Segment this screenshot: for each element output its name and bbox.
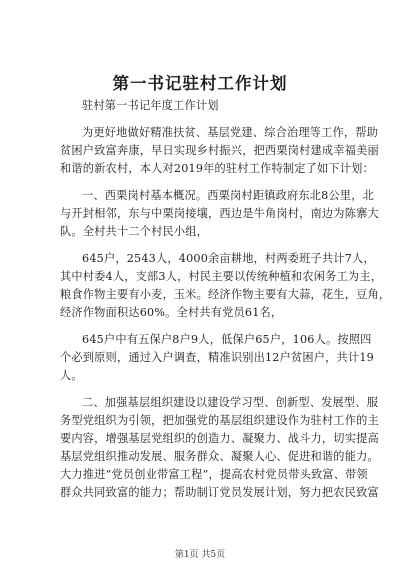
paragraph-line: 队。全村共十二个村民小组， [60,225,209,238]
paragraph-line: 645户中有五保户8户9人，低保户65户，106人。按照四 [82,333,372,346]
document-body [60,97,391,502]
paragraph-line: 人。 [60,369,83,382]
paragraph-line: 要内容，增强基层党组织的创造力、凝聚力、战斗力，切实提高 [60,432,379,445]
paragraph-line: 二、加强基层组织建设以建设学习型、创新型、发展型、服 [82,396,379,409]
paragraph-line: 粮食作物主要有小麦，玉米。经济作物主要有大蒜，花生，豆角， [60,288,391,301]
paragraph-line: 个必到原则，通过入户调查，精准识别出12户贫困户，共计19 [60,351,374,364]
document-title: 第一书记驻村工作计划 [112,74,288,93]
paragraph-line: 645户，2543人，4000余亩耕地，村两委班子共计7人， [82,252,375,265]
paragraph-line: 大力推进“党员创业带富工程”，提高农村党员带头致富、带领 [60,468,368,481]
paragraph-line: 一、西栗岗村基本概况。西栗岗村距镇政府东北8公里，北 [82,189,375,202]
paragraph-line: 其中村委4人，支部3人，村民主要以传统种植和农闲务工为主， [60,270,383,283]
paragraph-line: 贫困户致富奔康，早日实现乡村振兴，把西栗岗村建成幸福美丽 [60,144,379,157]
page-footer: 第1页 共5页 [174,550,226,560]
paragraph-line: 与开封相邻，东与中栗岗接壤，西边是牛角岗村，南边为陈寨大 [60,207,379,220]
paragraph-line: 基层党组织推动发展、服务群众、凝聚人心、促进和谐的能力。 [60,450,379,463]
paragraph-line: 务型党组织为引领，把加强党的基层组织建设作为驻村工作的主 [60,414,379,427]
paragraph-line: 经济作物面积达60%。全村共有党员61名， [60,306,283,319]
subtitle-line: 驻村第一书记年度工作计划 [82,99,219,112]
paragraph-line: 为更好地做好精准扶贫、基层党建、综合治理等工作，帮助 [82,126,379,139]
paragraph-line: 群众共同致富的能力；帮助制订党员发展计划，努力把农民致富 [60,486,379,499]
paragraph-line: 和谐的新农村，本人对2019年的驻村工作特制定了如下计划： [60,162,374,175]
